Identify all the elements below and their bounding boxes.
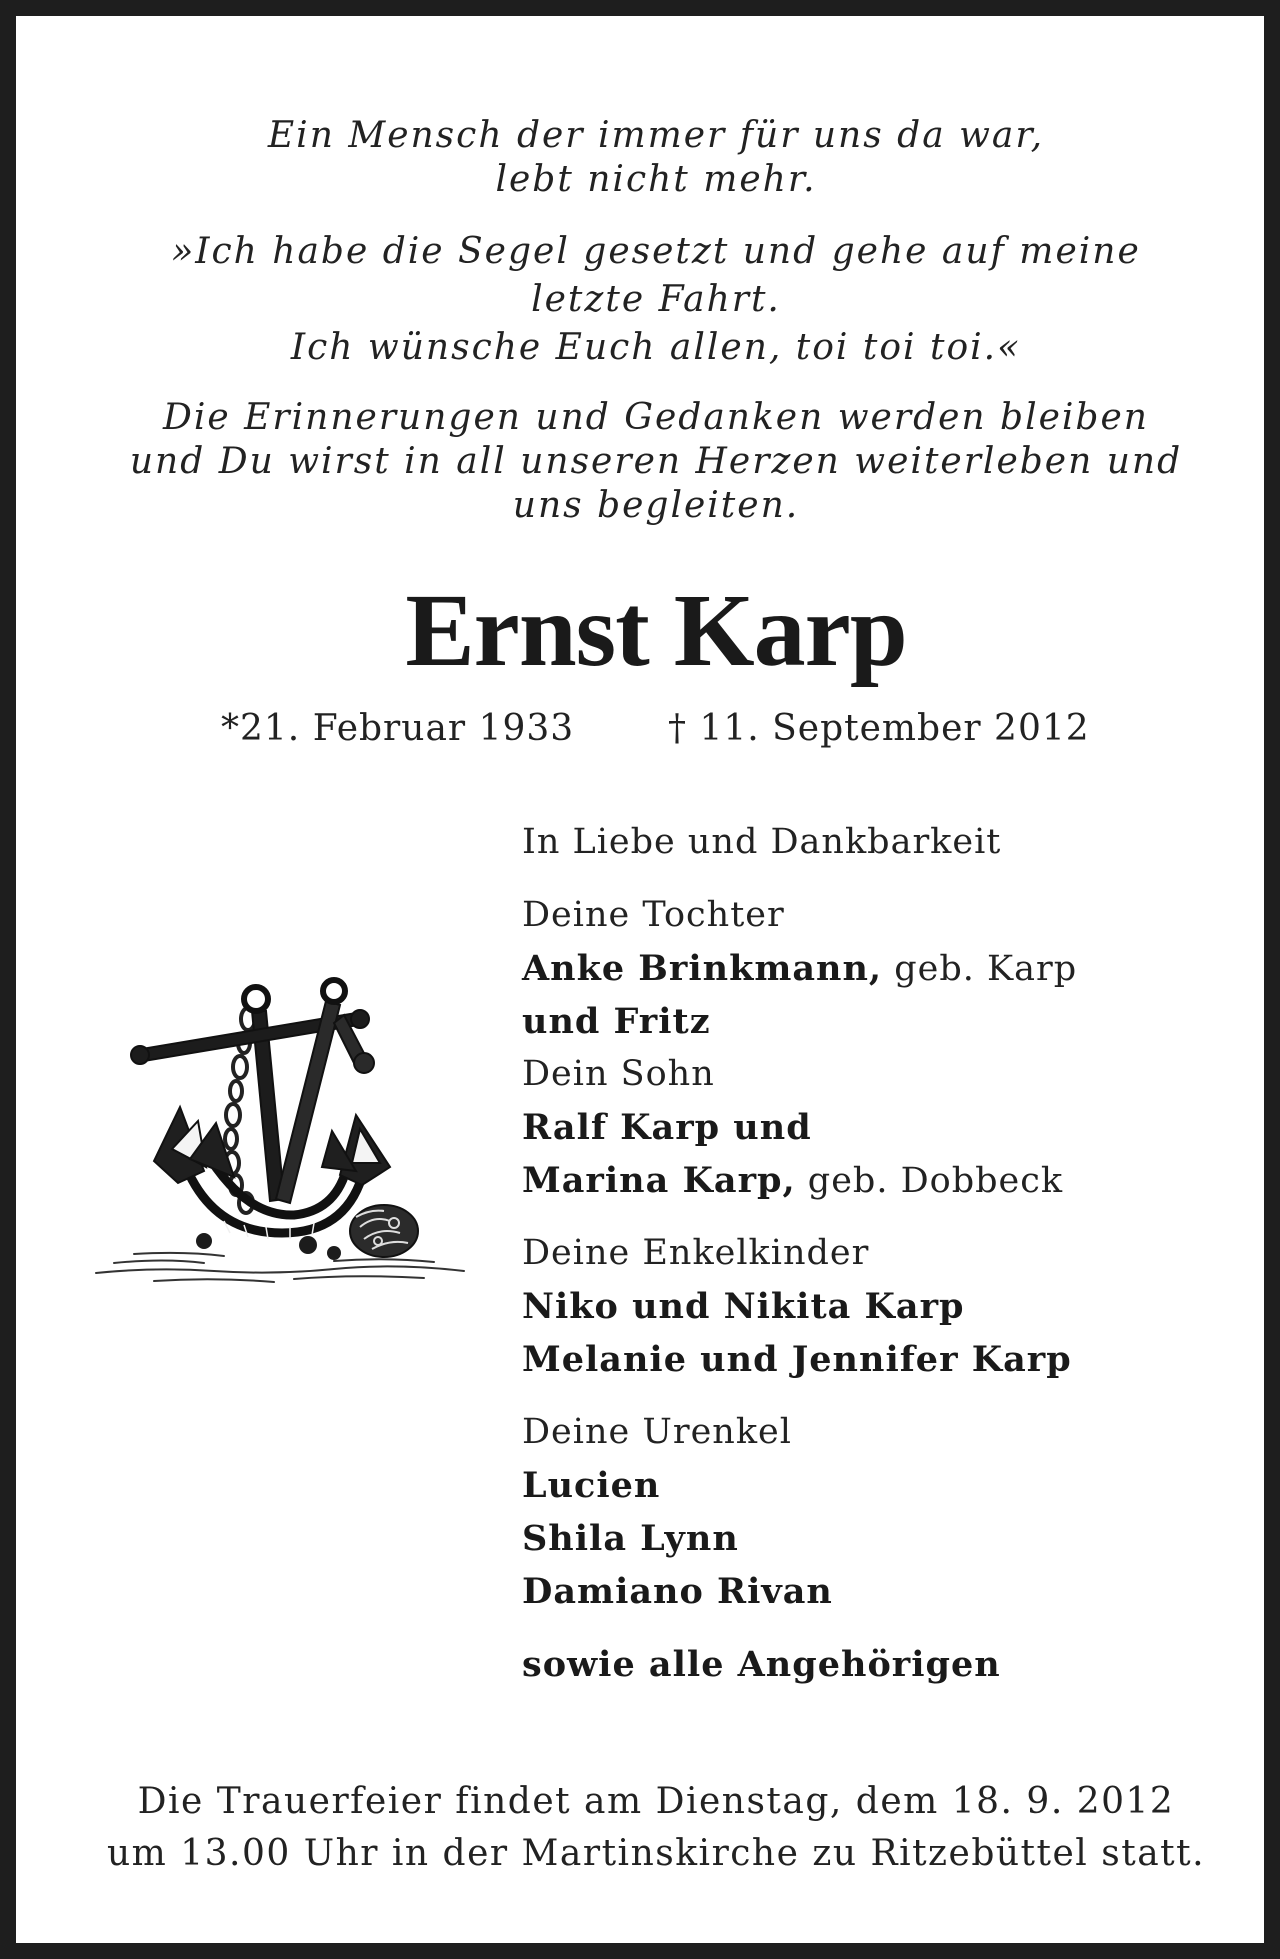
dedication: In Liebe und Dankbarkeit <box>522 822 1002 862</box>
grandchildren-entry: Niko und Nikita Karp <box>522 1286 965 1327</box>
verse-line: und Du wirst in all unseren Herzen weiterleben und <box>129 441 1183 482</box>
verse-opening <box>16 114 1280 202</box>
verse-line: letzte Fahrt. <box>531 279 781 320</box>
great-grandchildren-label: Deine Urenkel <box>522 1412 792 1452</box>
daughter-partner: und Fritz <box>522 1001 711 1042</box>
daughter-entry <box>522 942 1242 995</box>
verse-line: lebt nicht mehr. <box>495 159 817 200</box>
daughter-label: Deine Tochter <box>522 895 785 935</box>
anchor-icon <box>94 971 474 1301</box>
son-name: Ralf Karp und <box>522 1107 812 1148</box>
verse-line: Ein Mensch der immer für uns da war, <box>267 115 1045 156</box>
verse-line: Ich wünsche Euch allen, toi toi toi.« <box>290 327 1022 368</box>
grandchildren-entry: Melanie und Jennifer Karp <box>522 1339 1072 1380</box>
son-partner-entry <box>522 1154 1242 1207</box>
great-grandchild-entry: Lucien <box>522 1465 661 1506</box>
birth-date: *21. Februar 1933 <box>221 708 575 749</box>
son-label: Dein Sohn <box>522 1054 715 1094</box>
closing-line: sowie alle Angehörigen <box>522 1644 1001 1685</box>
family-list <box>522 816 1242 1691</box>
verse-line: uns begleiten. <box>512 485 800 526</box>
funeral-notice-line: um 13.00 Uhr in der Martinskirche zu Ritzebüttel statt. <box>106 1833 1206 1874</box>
grandchildren-label: Deine Enkelkinder <box>522 1233 870 1273</box>
daughter-name: Anke Brinkmann, <box>522 948 883 989</box>
daughter-maiden-name: geb. Karp <box>882 949 1078 989</box>
death-date: † 11. September 2012 <box>668 708 1090 749</box>
son-partner-maiden-name: geb. Dobbeck <box>795 1161 1064 1201</box>
son-partner-name: Marina Karp, <box>522 1160 796 1201</box>
verse-line: Die Erinnerungen und Gedanken werden bleiben <box>163 397 1149 438</box>
funeral-notice-line: Die Trauerfeier findet am Dienstag, dem 18. 9. 2012 <box>137 1781 1175 1822</box>
funeral-notice <box>16 1776 1280 1880</box>
verse-quote <box>16 228 1280 372</box>
great-grandchild-entry: Damiano Rivan <box>522 1571 833 1612</box>
deceased-name: Ernst Karp <box>405 573 907 688</box>
great-grandchild-entry: Shila Lynn <box>522 1518 739 1559</box>
verse-line: »Ich habe die Segel gesetzt und gehe auf meine <box>171 231 1141 272</box>
life-dates <box>16 704 1280 754</box>
verse-memories <box>16 396 1280 528</box>
